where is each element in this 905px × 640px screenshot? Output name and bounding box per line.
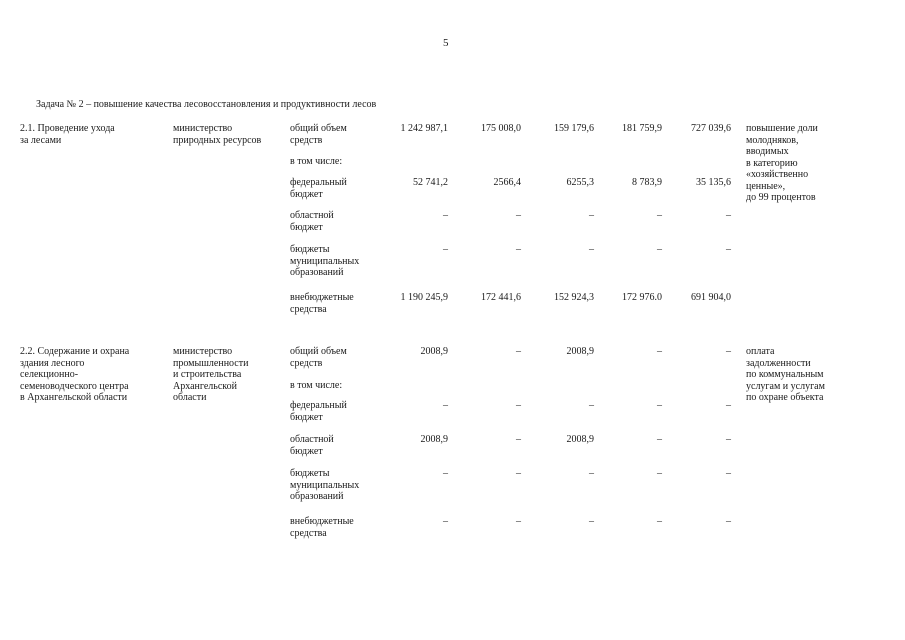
amount-year-3: – [657, 244, 662, 255]
amount-total: – [443, 516, 448, 527]
amount-year-4: – [726, 516, 731, 527]
amount-year-4: – [726, 346, 731, 357]
amount-year-3: 172 976.0 [622, 292, 662, 303]
funding-source: бюджеты муниципальных образований [290, 244, 360, 278]
amount-year-2: – [589, 210, 594, 221]
amount-year-2: 2008,9 [566, 346, 594, 357]
amount-year-2: – [589, 400, 594, 411]
amount-year-3: – [657, 210, 662, 221]
amount-total: 2008,9 [420, 434, 448, 445]
amount-year-2: – [589, 244, 594, 255]
funding-source: общий объем средств [290, 123, 347, 146]
amount-year-1: – [516, 516, 521, 527]
funding-source: бюджеты муниципальных образований [290, 468, 360, 502]
amount-total: – [443, 244, 448, 255]
amount-year-4: – [726, 400, 731, 411]
amount-year-3: – [657, 346, 662, 357]
funding-source: внебюджетные средства [290, 516, 354, 539]
amount-year-1: – [516, 434, 521, 445]
amount-year-1: 172 441,6 [481, 292, 521, 303]
amount-year-3: – [657, 400, 662, 411]
amount-total: – [443, 468, 448, 479]
measure-result: оплата задолженности по коммунальным услугам и услугам по охране объекта [746, 346, 825, 403]
amount-year-2: – [589, 516, 594, 527]
measure-event: 2.2. Содержание и охрана здания лесного селекционно- семеноводческого центра в Архангельской области [20, 346, 130, 403]
amount-year-3: 181 759,9 [622, 123, 662, 134]
amount-year-4: 691 904,0 [691, 292, 731, 303]
funding-source: общий объем средств [290, 346, 347, 369]
amount-year-3: – [657, 434, 662, 445]
task-title: Задача № 2 – повышение качества лесовосстановления и продуктивности лесов [36, 99, 377, 110]
amount-total: 2008,9 [420, 346, 448, 357]
amount-total: – [443, 400, 448, 411]
measure-result: повышение доли молодняков, вводимых в категорию «хозяйственно ценные», до 99 процентов [746, 123, 818, 203]
amount-year-1: – [516, 210, 521, 221]
amount-year-1: – [516, 244, 521, 255]
amount-year-2: 6255,3 [566, 177, 594, 188]
amount-year-1: – [516, 346, 521, 357]
amount-total: – [443, 210, 448, 221]
amount-year-3: 8 783,9 [632, 177, 662, 188]
funding-source: федеральный бюджет [290, 177, 347, 200]
amount-year-2: 2008,9 [566, 434, 594, 445]
amount-year-1: 2566,4 [493, 177, 521, 188]
amount-year-2: 152 924,3 [554, 292, 594, 303]
amount-year-4: – [726, 468, 731, 479]
amount-year-2: 159 179,6 [554, 123, 594, 134]
amount-year-4: – [726, 210, 731, 221]
funding-source: областной бюджет [290, 210, 334, 233]
measure-event: 2.1. Проведение ухода за лесами [20, 123, 115, 146]
funding-source: областной бюджет [290, 434, 334, 457]
amount-year-4: 727 039,6 [691, 123, 731, 134]
amount-year-1: – [516, 468, 521, 479]
amount-year-3: – [657, 468, 662, 479]
amount-year-4: 35 135,6 [696, 177, 731, 188]
funding-source: в том числе: [290, 380, 343, 391]
amount-year-3: – [657, 516, 662, 527]
amount-year-1: – [516, 400, 521, 411]
amount-year-2: – [589, 468, 594, 479]
amount-year-4: – [726, 244, 731, 255]
amount-total: 1 242 987,1 [400, 123, 448, 134]
funding-source: внебюджетные средства [290, 292, 354, 315]
amount-total: 52 741,2 [413, 177, 448, 188]
measure-executor: министерство промышленности и строительства Архангельской области [173, 346, 249, 403]
amount-year-4: – [726, 434, 731, 445]
page-number: 5 [443, 37, 449, 49]
measure-executor: министерство природных ресурсов [173, 123, 262, 146]
funding-source: федеральный бюджет [290, 400, 347, 423]
funding-source: в том числе: [290, 156, 343, 167]
amount-total: 1 190 245,9 [400, 292, 448, 303]
amount-year-1: 175 008,0 [481, 123, 521, 134]
